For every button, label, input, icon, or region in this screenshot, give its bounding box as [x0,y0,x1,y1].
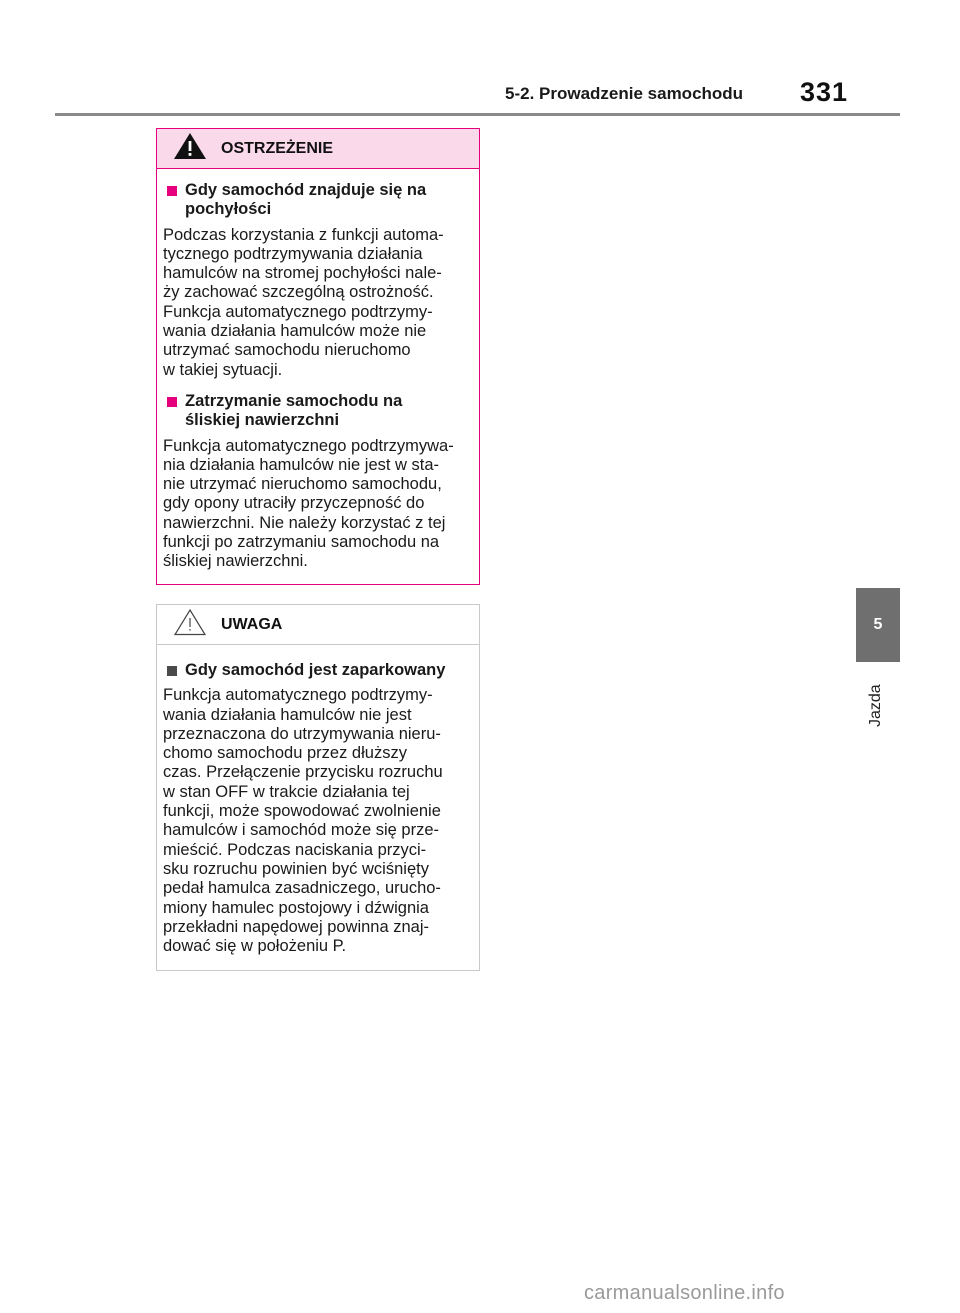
warning-section-heading: Gdy samochód znajduje się na pochyłości [163,181,473,220]
chapter-label: Jazda [867,684,884,728]
notice-box-header [157,605,479,645]
header-divider [55,113,900,116]
warning-triangle-icon [173,132,207,165]
warning-section-text: Podczas korzystania z funkcji automa- tycznego podtrzymywania działania hamulców na stromej pochyłości nale- ży zachować szczególną ostrożność. Funkcja automatycznego podtrzymy- wania działania hamulców może nie utrzymać samochodu nieruchomo w takiej sytuacji. [163,225,444,379]
caution-outline-triangle-icon [173,608,207,641]
notice-section-heading: Gdy samochód jest zaparkowany [163,661,473,680]
warning-box-title: OSTRZEŻENIE [221,139,334,157]
warning-box-header [157,129,479,169]
warning-section-heading: Zatrzymanie samochodu na śliskiej nawierzchni [163,392,473,431]
chapter-tab: 5 [856,588,900,662]
square-bullet-icon [167,666,177,676]
notice-box-title: UWAGA [221,615,283,633]
notice-section-text: Funkcja automatycznego podtrzymy- wania działania hamulców nie jest przeznaczona do utrzymywania nieru- chomo samochodu przez dłuższy czas. Przełączenie przycisku rozruchu w stan OFF w trakcie działania tej funkcji, może spowodować zwolnienie hamulców i samochód może się prze- mieścić. Podczas naciskania przyci- sku rozruchu powinien być wciśnięty pedał hamulca zasadniczego, urucho- miony hamulec postojowy i dźwignia przekładni napędowej powinna znaj- dować się w położeniu P. [163,686,443,956]
header-section-title: 5-2. Prowadzenie samochodu [505,84,744,103]
watermark: carmanualsonline.info [584,1282,785,1304]
warning-box [156,128,480,585]
warning-section-text: Funkcja automatycznego podtrzymywa- nia działania hamulców nie jest w sta- nie utrzymać nieruchomo samochodu, gdy opony utraciły przyczepność do nawierzchni. Nie należy korzystać z tej funkcji po zatrzymaniu samochodu na śliskiej nawierzchni. [163,436,454,571]
square-bullet-icon [167,186,177,196]
square-bullet-icon [167,397,177,407]
notice-box [156,604,480,971]
page-number: 331 [800,77,849,107]
